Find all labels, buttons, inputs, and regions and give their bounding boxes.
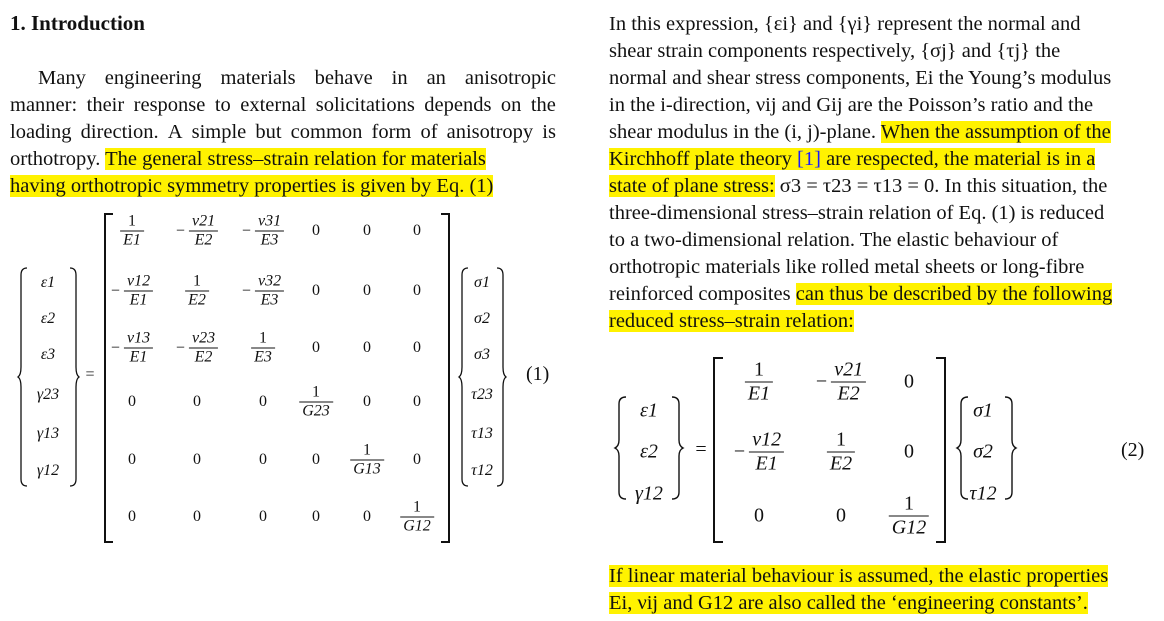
right-brace-rhs: [496, 267, 506, 487]
matrix-zero: 0: [413, 393, 421, 410]
stress-component: σ1: [474, 274, 490, 291]
text-line: normal and shear stress components, Ei the Young’s modulus: [609, 67, 1112, 89]
text-line: reinforced composites can thus be described by the following: [609, 283, 1113, 305]
stress-component: τ12: [969, 482, 997, 505]
right-brace-rhs: [1004, 396, 1016, 500]
section-heading: 1. Introduction: [10, 11, 145, 35]
text-line: [609, 146, 1154, 173]
matrix-zero: 0: [312, 222, 320, 239]
matrix-zero: 0: [904, 370, 914, 393]
matrix-zero: 0: [413, 282, 421, 299]
stress-component: τ13: [471, 425, 493, 442]
text-line: In this expression, {εi} and {γi} represent the normal and: [609, 13, 1081, 35]
left-brace-lhs: [18, 267, 28, 487]
matrix-fraction: 1 G12: [400, 499, 434, 536]
matrix-zero: 0: [193, 393, 201, 410]
right-brace-lhs: [69, 267, 79, 487]
matrix-zero: 0: [904, 440, 914, 463]
matrix-zero: 0: [259, 393, 267, 410]
highlight: The general stress–strain relation for materials: [105, 148, 486, 170]
matrix-fraction: 1 G23: [299, 384, 333, 421]
stress-component: σ2: [973, 440, 993, 463]
highlight: Kirchhoff plate theory [1] are respected, the material is in a: [609, 148, 1096, 170]
matrix-zero: 0: [259, 508, 267, 525]
matrix-fraction: 1 E2: [185, 273, 209, 310]
right-bracket: [440, 213, 452, 543]
matrix-fraction: 1 E2: [827, 429, 855, 476]
equals-sign: =: [85, 366, 95, 383]
matrix-zero: 0: [312, 339, 320, 356]
citation-link[interactable]: [1]: [797, 148, 821, 170]
left-bracket: [712, 357, 724, 543]
text-line: orthotropic materials like rolled metal sheets or long-fibre: [609, 256, 1085, 278]
matrix-zero: 0: [363, 339, 371, 356]
intro-line-1: Many engineering materials behave in an anisotropic: [38, 67, 556, 89]
left-brace-rhs: [459, 267, 469, 487]
stress-component: τ12: [471, 462, 493, 479]
stress-component: σ2: [474, 310, 490, 327]
left-brace-lhs: [615, 396, 627, 500]
text-line: shear modulus in the (i, j)-plane. When the assumption of the: [609, 121, 1111, 143]
matrix-zero: 0: [128, 508, 136, 525]
strain-component: ε3: [40, 346, 56, 363]
highlight: When the assumption of the: [880, 121, 1111, 143]
matrix-zero: 0: [363, 393, 371, 410]
matrix-zero: 0: [363, 222, 371, 239]
equation-number-2: (2): [1121, 439, 1145, 461]
strain-component: γ12: [36, 462, 60, 479]
matrix-zero: 0: [836, 504, 846, 527]
matrix-fraction: − $\frac{\nu 13}{E1}$: [111, 330, 153, 367]
stress-component: σ3: [474, 346, 490, 363]
matrix-zero: 0: [259, 451, 267, 468]
left-brace-rhs: [957, 396, 969, 500]
text-line: to a two-dimensional relation. The elastic behaviour of: [609, 229, 1059, 251]
matrix-zero: 0: [413, 339, 421, 356]
strain-component: γ13: [36, 425, 60, 442]
text-line: [609, 590, 1154, 617]
highlight: reduced stress–strain relation:: [609, 310, 854, 332]
matrix-zero: 0: [363, 282, 371, 299]
matrix-zero: 0: [363, 508, 371, 525]
text-line: shear strain components respectively, {σj} and {τj} the: [609, 40, 1061, 62]
stress-component: σ1: [973, 399, 993, 422]
strain-component: ε1: [640, 399, 658, 422]
text-line: [609, 308, 1154, 335]
matrix-fraction: − $\frac{\nu 32}{E3}$: [242, 273, 284, 310]
highlight: can thus be described by the following: [795, 283, 1113, 305]
intro-line-3: loading direction. A simple but common form of anisotropy is: [10, 121, 556, 143]
matrix-fraction: − $\frac{\nu 31}{E3}$: [242, 213, 284, 250]
intro-line-4: orthotropy. The general stress–strain relation for materials: [10, 148, 486, 170]
matrix-zero: 0: [413, 451, 421, 468]
matrix-zero: 0: [128, 451, 136, 468]
intro-line-2: manner: their response to external solicitations depends on the: [10, 94, 556, 116]
matrix-fraction: 1 E1: [120, 213, 144, 250]
highlight: having orthotropic symmetry properties is given by Eq. (1): [10, 175, 494, 197]
matrix-fraction: − $\frac{\nu 12}{E1}$: [111, 273, 153, 310]
matrix-fraction: − $\frac{\nu 21}{E2}$: [176, 213, 218, 250]
matrix-fraction: 1 G13: [350, 442, 384, 479]
right-brace-lhs: [671, 396, 683, 500]
stress-component: τ23: [471, 386, 493, 403]
strain-component: ε1: [40, 274, 56, 291]
matrix-zero: 0: [193, 451, 201, 468]
matrix-fraction: − $\frac{\nu 21}{E2}$: [816, 359, 866, 406]
matrix-zero: 0: [312, 282, 320, 299]
intro-line-5: [10, 173, 556, 200]
strain-component: ε2: [40, 310, 56, 327]
strain-component: γ12: [635, 482, 663, 505]
equation-2: [609, 350, 1154, 550]
matrix-fraction: 1 E3: [251, 330, 275, 367]
closing-paragraph: [609, 563, 1154, 617]
right-bracket: [935, 357, 947, 543]
left-bracket: [103, 213, 115, 543]
matrix-zero: 0: [413, 222, 421, 239]
text-line: [609, 563, 1154, 590]
text-line: three-dimensional stress–strain relation of Eq. (1) is reduced: [609, 202, 1105, 224]
intro-paragraph: [10, 65, 556, 200]
text-line: in the i-direction, νij and Gij are the Poisson’s ratio and the: [609, 94, 1094, 116]
explanation-paragraph: [609, 11, 1154, 335]
matrix-fraction: 1 E1: [745, 359, 773, 406]
equation-1: [10, 205, 556, 545]
equation-number-1: (1): [526, 363, 550, 385]
matrix-zero: 0: [312, 451, 320, 468]
equals-sign: =: [695, 438, 707, 461]
matrix-fraction: − $\frac{\nu 12}{E1}$: [734, 429, 784, 476]
highlight: state of plane stress:: [609, 175, 775, 197]
matrix-fraction: − $\frac{\nu 23}{E2}$: [176, 330, 218, 367]
matrix-zero: 0: [193, 508, 201, 525]
matrix-zero: 0: [754, 504, 764, 527]
highlight: If linear material behaviour is assumed, the elastic properties: [609, 565, 1109, 587]
highlight: Ei, νij and G12 are also called the ‘engineering constants’.: [609, 592, 1088, 614]
matrix-zero: 0: [312, 508, 320, 525]
text-line: state of plane stress: σ3 = τ23 = τ13 = 0. In this situation, the: [609, 175, 1108, 197]
strain-component: ε2: [640, 440, 658, 463]
strain-component: γ23: [36, 386, 60, 403]
matrix-zero: 0: [128, 393, 136, 410]
matrix-fraction: 1 G12: [889, 493, 929, 540]
